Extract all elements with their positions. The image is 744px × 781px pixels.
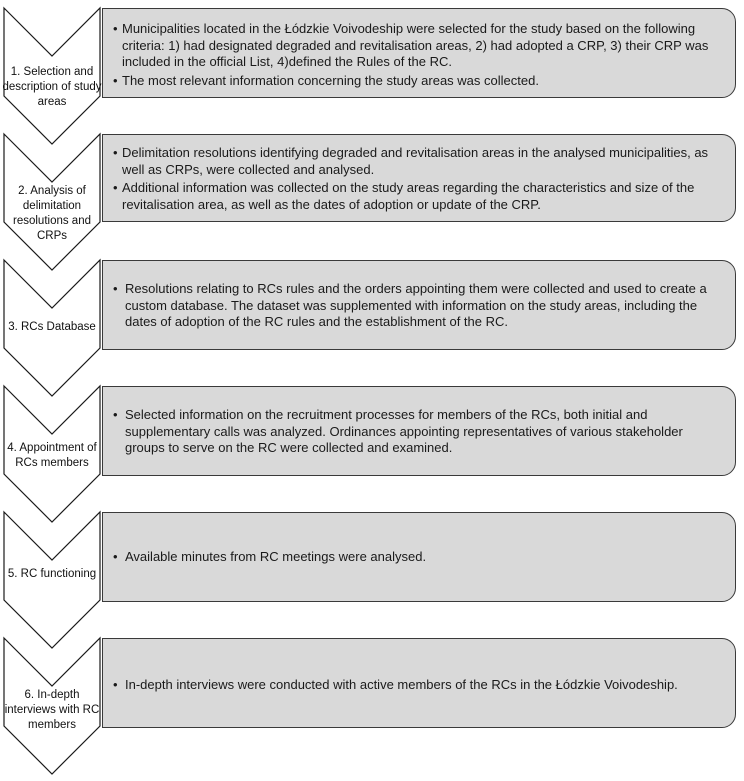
step-1-bullet-2: • The most relevant information concerning the study areas was collected.: [113, 73, 723, 90]
step-5-box: [102, 512, 736, 602]
step-2-bullet-1: • Delimitation resolutions identifying degraded and revitalisation areas in the analysed municipalities, as well as CRPs, were collected and analysed.: [113, 145, 723, 178]
step-4-box: [102, 386, 736, 476]
step-2-bullet-2: • Additional information was collected on the study areas regarding the characteristics and size of the revitalisation area, as well as the dates of adoption or update of the CRP.: [113, 180, 723, 213]
step-6-box: [102, 638, 736, 728]
step-4-label: 4. Appointment of RCs members: [7, 442, 97, 469]
step-1-box: [102, 8, 736, 98]
step-4-bullet-1: • Selected information on the recruitment processes for members of the RCs, both initial and supplementary calls was analyzed. Ordinances appointing representatives of various stakeholder groups to serve on the RC were collected and examined.: [113, 407, 723, 457]
step-1-label: 1. Selection and description of study areas: [2, 66, 102, 108]
step-2-label: 2. Analysis of delimitation resolutions and CRPs: [13, 185, 91, 242]
step-3-box: [102, 260, 736, 350]
step-1-bullet-1: • Municipalities located in the Łódzkie Voivodeship were selected for the study based on the following criteria: 1) had designated degraded and revitalisation areas, 2) had adopted a CRP, 3) their CRP was included in the official List, 4)defined the Rules of the RC.: [113, 21, 723, 71]
step-3-bullet-1: • Resolutions relating to RCs rules and the orders appointing them were collected and used to create a custom database. The dataset was supplemented with information on the study areas, including the dates of adoption of the RC rules and the establishment of the RC.: [113, 281, 723, 331]
step-6-label: 6. In-depth interviews with RC members: [4, 689, 100, 731]
step-2-box: [102, 134, 736, 222]
step-3-label: 3. RCs Database: [8, 321, 96, 333]
step-5-label: 5. RC functioning: [7, 568, 97, 580]
step-5-bullet-1: • Available minutes from RC meetings were analysed.: [113, 549, 723, 566]
step-6-bullet-1: • In-depth interviews were conducted with active members of the RCs in the Łódzkie Voivodeship.: [113, 677, 723, 694]
